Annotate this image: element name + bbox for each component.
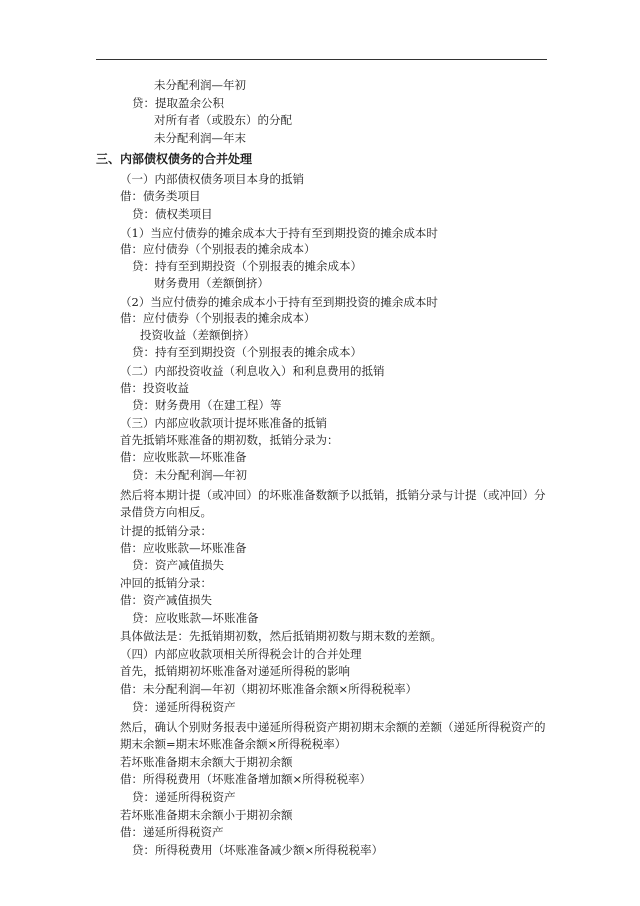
text-line: （四）内部应收款项相关所得税会计的合并处理	[120, 647, 362, 661]
header-rule	[96, 59, 547, 60]
text-line: 借：递延所得税资产	[120, 825, 224, 839]
text-line: （一）内部债权债务项目本身的抵销	[120, 172, 304, 186]
text-line: 贷：应收账款—坏账准备	[132, 611, 259, 625]
text-line: 冲回的抵销分录：	[120, 576, 212, 590]
text-line: 首先，抵销期初坏账准备对递延所得税的影响	[120, 664, 350, 678]
text-line: 若坏账准备期末余额大于期初余额	[120, 755, 293, 769]
text-line: 贷：所得税费用（坏账准备减少额×所得税税率）	[132, 843, 384, 857]
text-line: 投资收益（差额倒挤）	[140, 328, 255, 342]
text-line: 贷：财务费用（在建工程）等	[132, 398, 282, 412]
text-line: 借：所得税费用（坏账准备增加额×所得税税率）	[120, 772, 372, 786]
text-line: 贷：债权类项目	[132, 207, 213, 221]
text-line: （三）内部应收款项计提坏账准备的抵销	[120, 416, 327, 430]
text-line: 首先抵销坏账准备的期初数，抵销分录为：	[120, 433, 339, 447]
text-line: 计提的抵销分录：	[120, 524, 212, 538]
text-line: 贷：递延所得税资产	[132, 790, 236, 804]
section-heading: 三、内部债权债务的合并处理	[96, 152, 253, 166]
text-line: 贷：持有至到期投资（个别报表的摊余成本）	[132, 259, 362, 273]
text-line: （1）当应付债券的摊余成本大于持有至到期投资的摊余成本时	[120, 226, 438, 240]
text-line: 未分配利润—年末	[154, 131, 246, 145]
text-line: 借：应收账款—坏账准备	[120, 541, 247, 555]
text-line: 借：应付债券（个别报表的摊余成本）	[120, 311, 316, 325]
text-line: 贷：递延所得税资产	[132, 700, 236, 714]
text-line: 若坏账准备期末余额小于期初余额	[120, 808, 293, 822]
text-line: 借：资产减值损失	[120, 593, 212, 607]
text-line: （二）内部投资收益（利息收入）和利息费用的抵销	[120, 364, 385, 378]
text-line: 贷：提取盈余公积	[132, 96, 224, 110]
text-line: 贷：资产减值损失	[132, 558, 224, 572]
text-line: 借：未分配利润—年初（期初坏账准备余额×所得税税率）	[120, 682, 418, 696]
text-line: 借：应收账款—坏账准备	[120, 450, 247, 464]
text-line: 对所有者（或股东）的分配	[154, 113, 292, 127]
text-line: （2）当应付债券的摊余成本小于持有至到期投资的摊余成本时	[120, 295, 438, 309]
text-line: 期末余额=期末坏账准备余额×所得税税率）	[120, 737, 347, 751]
text-line: 然后，确认个别财务报表中递延所得税资产期初期末余额的差额（递延所得税资产的	[120, 720, 546, 734]
text-line: 贷：未分配利润—年初	[132, 468, 247, 482]
text-line: 借：债务类项目	[120, 189, 201, 203]
text-line: 然后将本期计提（或冲回）的坏账准备数额予以抵销，抵销分录与计提（或冲回）分	[120, 488, 546, 502]
text-line: 贷：持有至到期投资（个别报表的摊余成本）	[132, 345, 362, 359]
text-line: 财务费用（差额倒挤）	[154, 276, 269, 290]
text-line: 借：投资收益	[120, 381, 189, 395]
text-line: 录借贷方向相反。	[120, 505, 212, 519]
text-line: 借：应付债券（个别报表的摊余成本）	[120, 242, 316, 256]
text-line: 具体做法是：先抵销期初数，然后抵销期初数与期末数的差额。	[120, 629, 442, 643]
text-line: 未分配利润—年初	[154, 78, 246, 92]
